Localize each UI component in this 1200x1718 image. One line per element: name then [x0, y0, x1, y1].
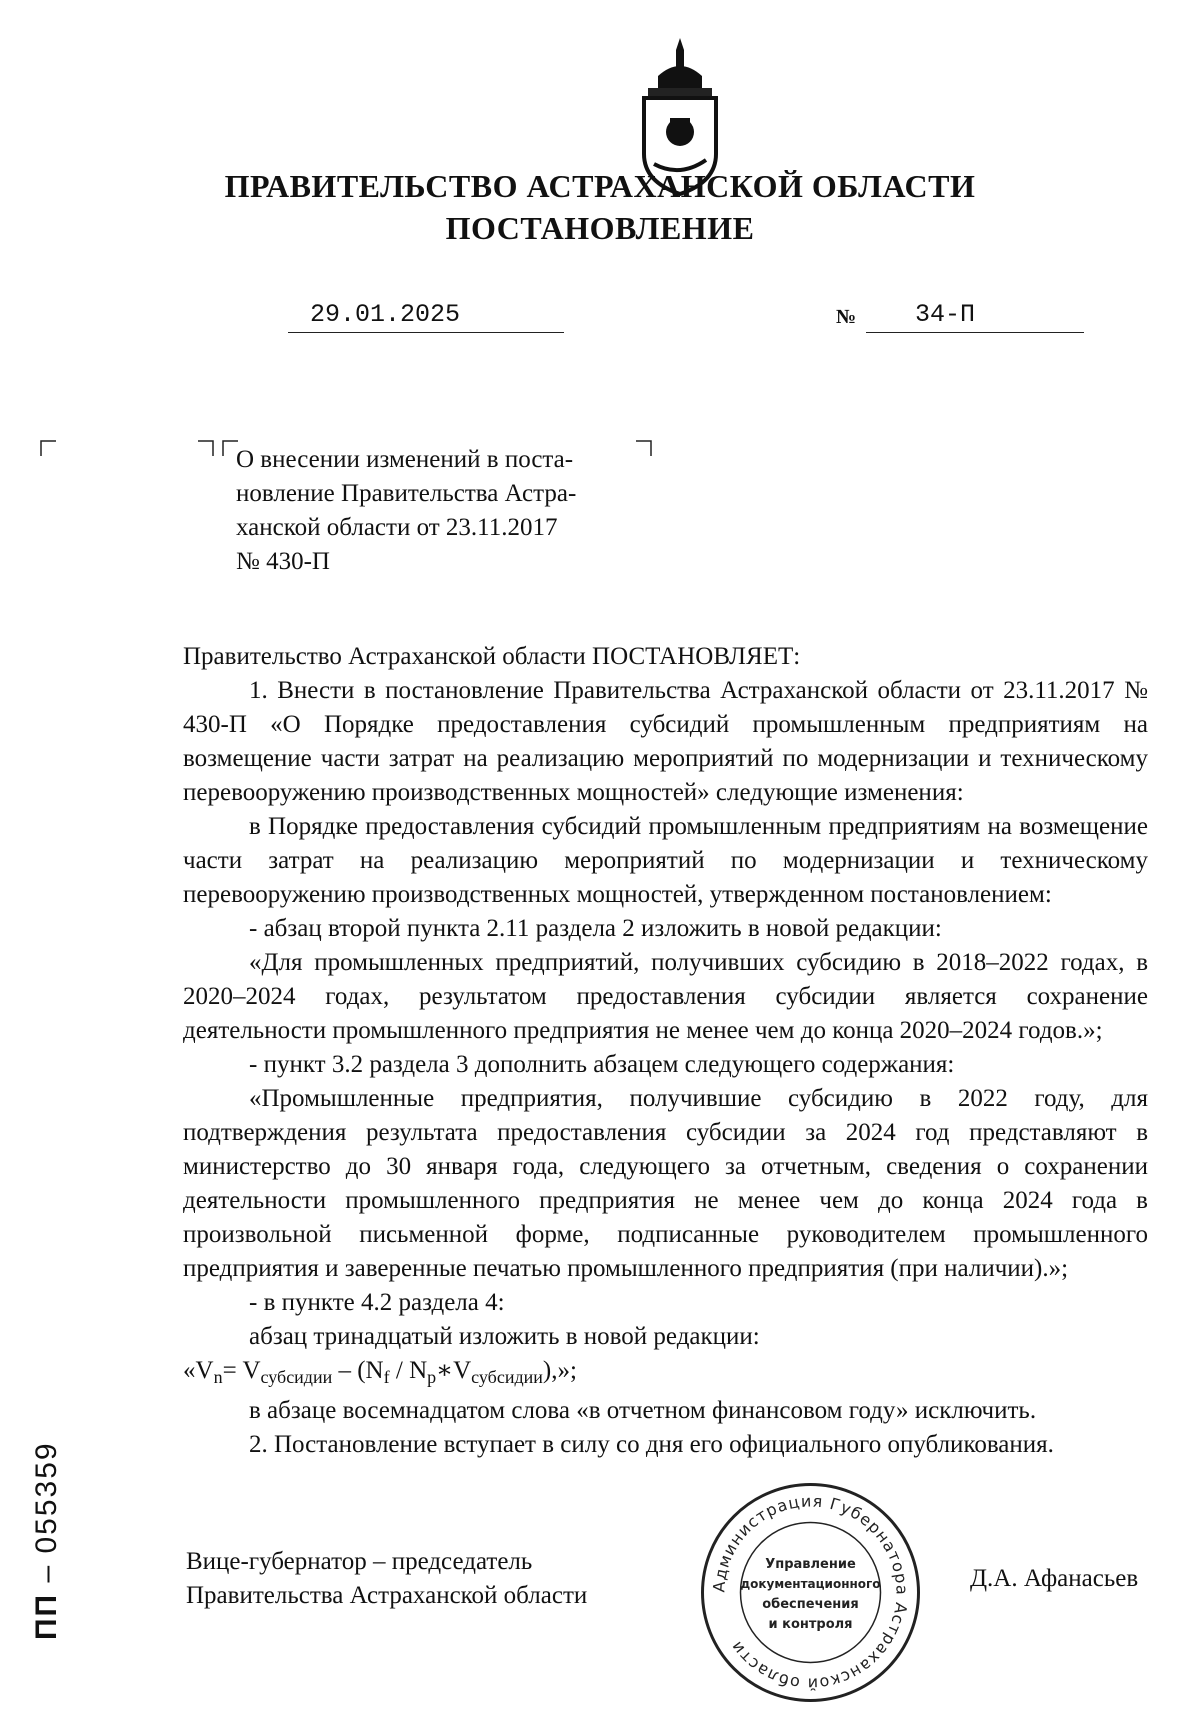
order-intro: в Порядке предоставления субсидий промышленным предприятиям на возмещение части затрат на реализацию мероприятий по модернизации и техническому перевооружению производственных мощностей, утвержденном постановлением:: [183, 813, 1148, 908]
subject-line: новление Правительства Астра-: [236, 480, 577, 507]
number-sign: №: [836, 306, 857, 328]
authority-title: ПРАВИТЕЛЬСТВО АСТРАХАНСКОЙ ОБЛАСТИ: [224, 168, 976, 204]
change-3-sub1: абзац тринадцатый изложить в новой редакции:: [249, 1323, 760, 1350]
subject-line: № 430-П: [236, 548, 330, 575]
subsidy-formula: «$V_n= V_{субсидии} - (N_f$ / $N_p∗V_{субсидии}$),»;: [183, 1357, 577, 1387]
document-subject: [236, 443, 626, 579]
stamp-ring-text: Администрация Губернатора Астраханской области: [709, 1491, 912, 1694]
change-2-text: «Промышленные предприятия, получившие субсидию в 2022 году, для подтверждения результата предоставления субсидии за 2024 год представляют в министерство до 30 января года, следующего за отчетным, сведения о сохранении деятельности промышленного предприятия не менее чем до конца 2024 года в произвольной письменной форме, подписанные руководителем промышленного предприятия и заверенные печатью промышленного предприятия (при наличии).»;: [183, 1085, 1148, 1282]
item-2: 2. Постановление вступает в силу со дня его официального опубликования.: [249, 1431, 1054, 1458]
document-type-title: ПОСТАНОВЛЕНИЕ: [445, 210, 755, 246]
change-3-title: - в пункте 4.2 раздела 4:: [249, 1289, 505, 1316]
change-3-sub2: в абзаце восемнадцатом слова «в отчетном финансовом году» исключить.: [249, 1397, 1037, 1424]
stamp-center-text: документационного: [740, 1577, 881, 1591]
signatory-position-line: Вице-губернатор – председатель: [186, 1548, 533, 1575]
stamp-center-text: и контроля: [768, 1617, 853, 1632]
subject-corner-mark: [636, 440, 652, 456]
stamp-center-text: Управление: [765, 1557, 856, 1572]
svg-text:Администрация Губернатора Астр: [709, 1491, 911, 1693]
number-underline: [866, 332, 1084, 333]
document-date: 29.01.2025: [310, 300, 461, 329]
preamble: Правительство Астраханской области ПОСТАНОВЛЯЕТ:: [183, 643, 801, 670]
document-number: 34-П: [915, 300, 976, 329]
date-underline: [288, 332, 564, 333]
document-body: [183, 640, 1148, 1462]
change-1-title: - абзац второй пункта 2.11 раздела 2 изложить в новой редакции:: [249, 915, 942, 942]
subject-line: ханской области от 23.11.2017: [236, 514, 558, 541]
stamp-center-text: обеспечения: [762, 1597, 859, 1612]
form-serial-number: ПП – 055359: [30, 1441, 63, 1640]
signatory-position-line: Правительства Астраханской области: [186, 1582, 588, 1609]
signatory-name: Д.А. Афанасьев: [970, 1565, 1139, 1592]
subject-corner-mark: [198, 440, 214, 456]
signatory-position: [186, 1545, 587, 1613]
official-stamp-seal: [698, 1480, 923, 1705]
change-1-text: «Для промышленных предприятий, получивших субсидию в 2018–2022 годах, в 2020–2024 годах, результатом предоставления субсидии является сохранение деятельности промышленного предприятия не менее чем до конца 2020–2024 годов.»;: [183, 949, 1148, 1044]
subject-line: О внесении изменений в поста-: [236, 446, 574, 473]
margin-corner-mark: [40, 440, 56, 456]
change-2-title: - пункт 3.2 раздела 3 дополнить абзацем следующего содержания:: [249, 1051, 955, 1078]
item-1: 1. Внести в постановление Правительства Астраханской области от 23.11.2017 № 430-П «О Порядке предоставления субсидий промышленным предприятиям на возмещение части затрат на реализацию мероприятий по модернизации и техническому перевооружению производственных мощностей» следующие изменения:: [183, 677, 1148, 806]
